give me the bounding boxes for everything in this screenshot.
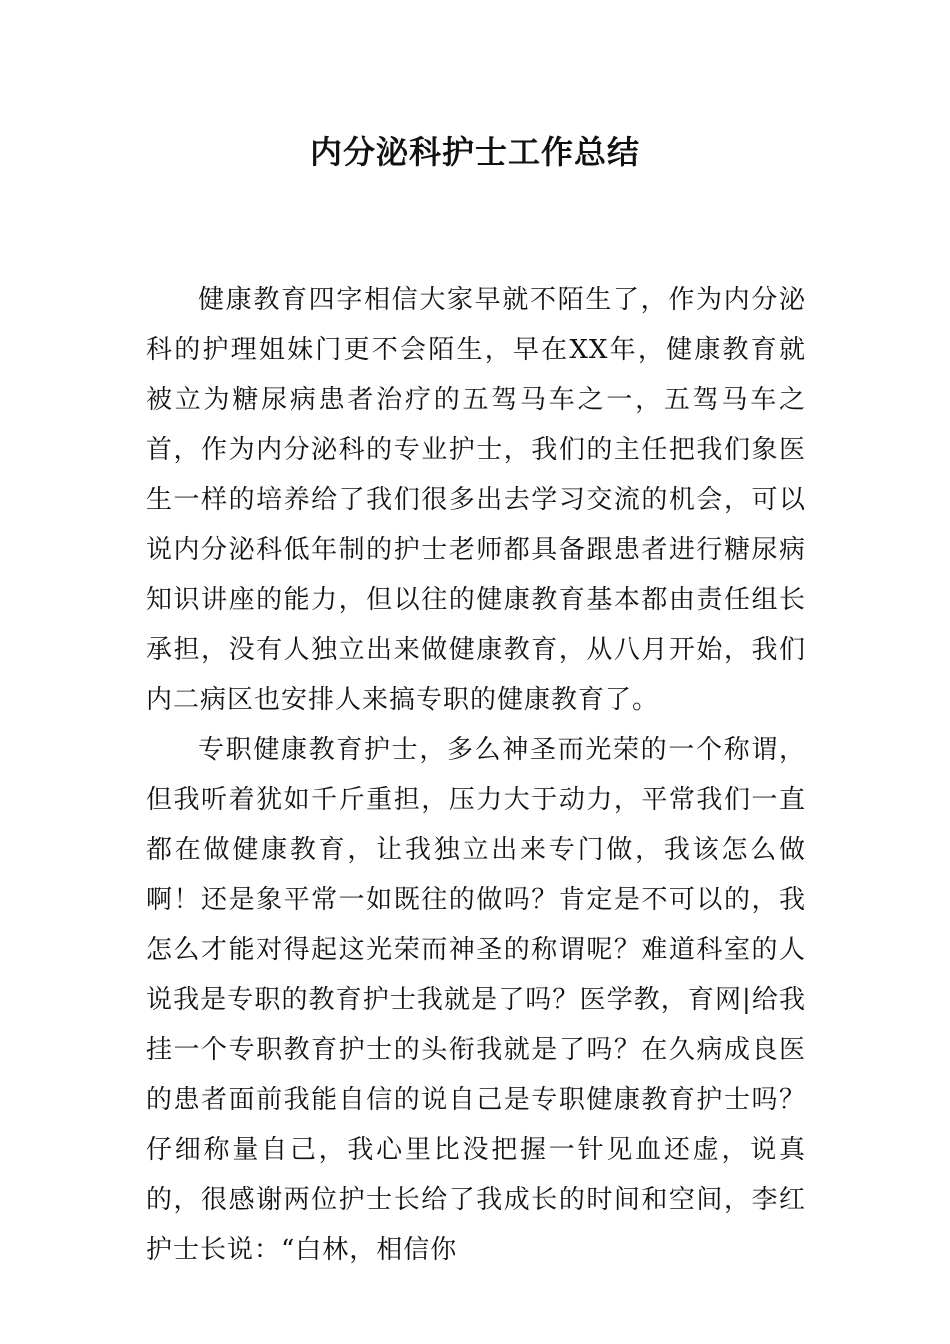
document-title: 内分泌科护士工作总结: [309, 133, 640, 171]
document-body: [146, 275, 806, 1275]
paragraph-1: 健康教育四字相信大家早就不陌生了，作为内分泌科的护理姐妹门更不会陌生，早在XX年，健康教育就被立为糖尿病患者治疗的五驾马车之一，五驾马车之首，作为内分泌科的专业护士，我们的主任把我们象医生一样的培养给了我们很多出去学习交流的机会，可以说内分泌科低年制的护士老师都具备跟患者进行糖尿病知识讲座的能力，但以往的健康教育基本都由责任组长承担，没有人独立出来做健康教育，从八月开始，我们内二病区也安排人来搞专职的健康教育了。: [146, 285, 806, 715]
paragraph-2: 专职健康教育护士，多么神圣而光荣的一个称谓，但我听着犹如千斤重担，压力大于动力，平常我们一直都在做健康教育，让我独立出来专门做，我该怎么做啊！还是象平常一如既往的做吗？肯定是不可以的，我怎么才能对得起这光荣而神圣的称谓呢？难道科室的人说我是专职的教育护士我就是了吗？医学教，育网|给我挂一个专职教育护士的头衔我就是了吗？在久病成良医的患者面前我能自信的说自己是专职健康教育护士吗？仔细称量自己，我心里比没把握一针见血还虚，说真的，很感谢两位护士长给了我成长的时间和空间，李红护士长说：“白林，相信你: [146, 735, 806, 1265]
